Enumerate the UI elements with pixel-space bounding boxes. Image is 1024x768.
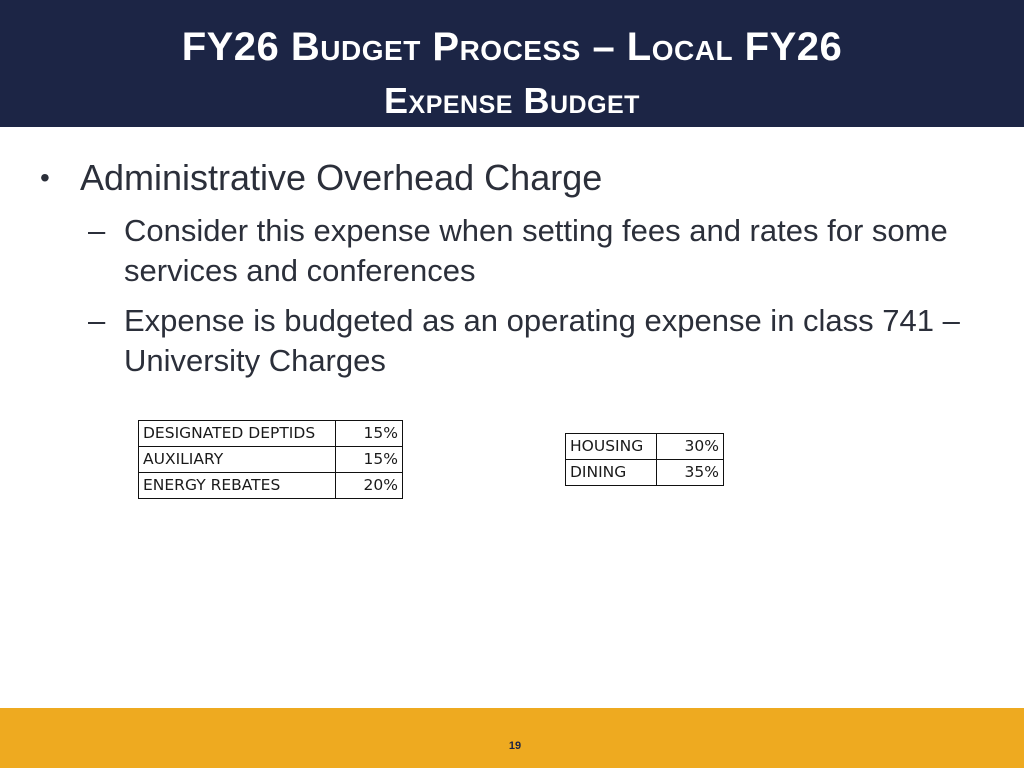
page-number: 19 [508, 740, 522, 752]
title-bar [0, 0, 1024, 127]
slide-title-line-1: FY26 Budget Process – Local FY26 [181, 25, 843, 69]
slide-title-line-2: Expense Budget [384, 80, 640, 121]
row-label: DESIGNATED DEPTIDS [139, 421, 336, 447]
dash-marker: – [88, 213, 106, 248]
row-label: ENERGY REBATES [139, 473, 336, 499]
row-label: DINING [566, 460, 657, 486]
table-row [139, 447, 403, 473]
row-label: HOUSING [566, 434, 657, 460]
table-row [139, 421, 403, 447]
row-value: 15% [336, 447, 403, 473]
row-value: 35% [657, 460, 724, 486]
rates-table-right [565, 433, 724, 486]
row-value: 20% [336, 473, 403, 499]
footer-bar [0, 708, 1024, 768]
row-value: 30% [657, 434, 724, 460]
bullet-marker: • [40, 162, 50, 193]
sub-item-text: Expense is budgeted as an operating expense in class 741 – University Charges [124, 303, 960, 378]
dash-marker: – [88, 303, 106, 338]
rates-table-left [138, 420, 403, 499]
sub-item-text: Consider this expense when setting fees and rates for some services and conferences [124, 213, 948, 288]
bullet-text: Administrative Overhead Charge [80, 157, 603, 198]
row-value: 15% [336, 421, 403, 447]
table-row [566, 434, 724, 460]
table-row [566, 460, 724, 486]
row-label: AUXILIARY [139, 447, 336, 473]
table-row [139, 473, 403, 499]
